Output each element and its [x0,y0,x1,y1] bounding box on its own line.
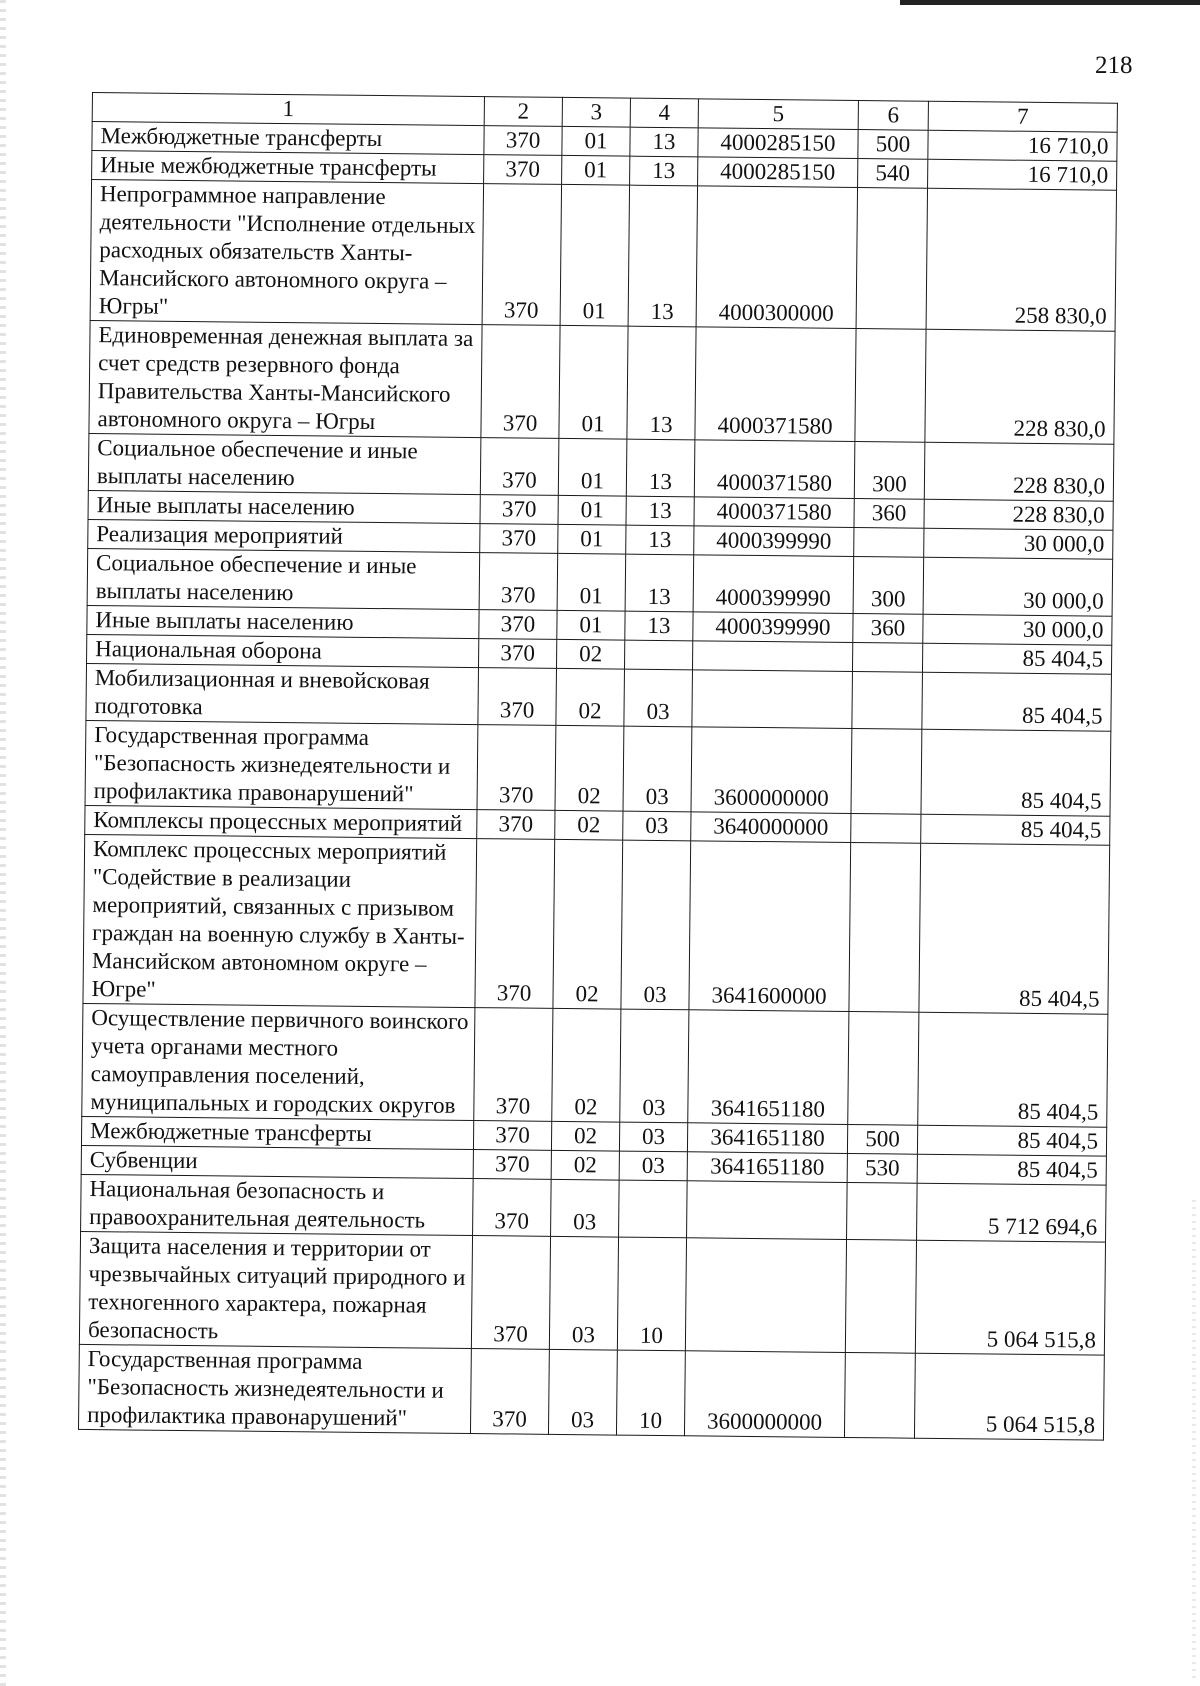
table-row [78,1344,1104,1440]
row-target-code-cell: 3641600000 [689,841,851,1012]
row-section-cell: 02 [555,810,623,840]
row-section-cell: 02 [551,1150,619,1180]
row-expense-type-cell: 360 [853,613,923,643]
scan-edge-right [1192,1200,1196,1680]
row-amount-cell: 85 404,5 [917,1154,1106,1185]
table-row [86,663,1112,731]
row-section-cell: 01 [560,184,629,326]
row-section-cell: 03 [548,1349,617,1435]
row-target-code-cell [685,1238,846,1353]
row-amount-cell: 228 830,0 [924,499,1113,530]
row-subsection-cell: 13 [630,156,698,186]
header-cell-3: 3 [562,97,630,127]
row-target-code-cell [687,1181,848,1240]
row-amount-cell: 16 710,0 [928,130,1117,161]
page-number: 218 [1095,52,1133,79]
row-subsection-cell: 13 [626,525,694,555]
row-name-cell: Социальное обеспечение и иные выплаты населению [88,433,481,494]
row-admin-code-cell: 370 [478,668,557,726]
row-name-cell: Осуществление первичного воинского учета органами местного самоуправления поселений, муниципальных и городских округов [82,1003,475,1120]
row-name-cell: Комплексы процессных мероприятий [85,805,477,838]
row-amount-cell: 85 404,5 [917,1125,1106,1156]
row-target-code-cell: 3641651180 [688,1010,849,1125]
row-subsection-cell: 03 [619,1151,687,1181]
row-target-code-cell: 4000371580 [694,440,855,499]
row-subsection-cell: 03 [624,669,693,727]
scan-edge-left [0,0,6,1686]
row-amount-cell: 258 830,0 [926,188,1116,331]
row-expense-type-cell: 500 [847,1124,917,1154]
row-name-cell: Мобилизационная и вневойсковая подготовка [86,663,479,724]
table-row [82,1003,1108,1127]
row-target-code-cell: 3600000000 [691,727,852,814]
row-admin-code-cell: 370 [482,184,561,326]
row-section-cell: 01 [558,524,626,554]
row-section-cell: 02 [555,725,624,811]
row-name-cell: Непрограммное направление деятельности "Исполнение отдельных расходных обязательств Ханты-Мансийского автономного округа – Югры" [90,180,483,325]
row-name-cell: Единовременная денежная выплата за счет средств резервного фонда Правительства Ханты-Мансийского автономного округа – Югры [89,320,482,437]
row-amount-cell: 5 064 515,8 [914,1353,1104,1440]
row-expense-type-cell [852,671,923,729]
row-expense-type-cell [854,528,924,558]
row-target-code-cell: 4000399990 [693,555,854,614]
row-expense-type-cell [851,813,921,843]
row-section-cell: 02 [556,668,625,726]
row-expense-type-cell: 300 [854,442,925,500]
row-admin-code-cell: 370 [473,1121,551,1151]
row-expense-type-cell: 300 [853,557,924,615]
row-section-cell: 01 [557,553,626,611]
row-target-code-cell: 4000285150 [698,128,858,159]
row-target-code-cell: 4000371580 [694,497,854,528]
row-admin-code-cell: 370 [480,438,559,496]
row-admin-code-cell: 370 [481,325,560,439]
row-amount-cell: 85 404,5 [921,814,1110,845]
row-admin-code-cell: 370 [477,810,555,840]
row-admin-code-cell: 370 [473,1179,552,1237]
row-name-cell: Национальная оборона [87,634,479,667]
table-row [79,1231,1105,1355]
row-admin-code-cell: 370 [473,1150,551,1180]
row-subsection-cell: 10 [616,1350,685,1436]
header-cell-4: 4 [630,98,698,128]
row-section-cell: 01 [559,325,628,439]
row-admin-code-cell: 370 [480,524,558,554]
row-amount-cell: 30 000,0 [924,528,1113,559]
row-name-cell: Субвенции [81,1145,473,1178]
row-subsection-cell [619,1180,688,1238]
row-section-cell: 02 [552,1008,621,1122]
row-subsection-cell: 03 [620,1009,689,1123]
row-expense-type-cell: 500 [858,130,928,160]
row-subsection-cell [624,640,692,670]
row-expense-type-cell [855,329,926,443]
row-subsection-cell: 13 [628,185,697,327]
table-row [87,548,1113,616]
row-amount-cell: 228 830,0 [925,329,1115,444]
header-cell-2: 2 [484,97,562,127]
row-section-cell: 02 [556,639,624,669]
row-amount-cell: 5 064 515,8 [915,1240,1105,1355]
row-amount-cell: 85 404,5 [918,1012,1108,1127]
row-admin-code-cell: 370 [474,1008,553,1122]
header-cell-7: 7 [928,101,1117,132]
row-amount-cell: 16 710,0 [928,159,1117,190]
row-section-cell: 01 [557,610,625,640]
row-name-cell: Реализация мероприятий [88,519,480,552]
row-expense-type-cell [844,1352,915,1438]
row-subsection-cell: 13 [627,326,696,440]
row-target-code-cell: 3640000000 [691,812,851,843]
row-admin-code-cell: 370 [479,553,558,611]
row-subsection-cell: 03 [621,840,691,1010]
row-expense-type-cell: 360 [854,499,924,529]
row-section-cell: 01 [558,438,627,496]
row-target-code-cell: 4000300000 [696,186,857,329]
row-name-cell: Иные выплаты населению [87,605,479,638]
row-admin-code-cell: 370 [480,495,558,525]
table-row [88,433,1114,501]
row-section-cell: 01 [558,495,626,525]
budget-table [78,92,1118,1441]
row-expense-type-cell: 530 [847,1153,917,1183]
row-amount-cell: 30 000,0 [923,557,1113,616]
row-target-code-cell [692,670,853,729]
row-subsection-cell: 03 [623,726,692,812]
row-amount-cell: 85 404,5 [922,643,1111,674]
row-admin-code-cell: 370 [471,1236,550,1350]
row-section-cell: 03 [549,1236,618,1350]
row-target-code-cell [692,641,852,672]
row-name-cell: Иные выплаты населению [88,490,480,523]
row-target-code-cell: 3600000000 [684,1351,845,1438]
row-subsection-cell: 10 [617,1237,686,1351]
row-section-cell: 01 [562,126,630,156]
row-admin-code-cell: 370 [484,155,562,185]
row-amount-cell: 85 404,5 [919,843,1110,1014]
row-expense-type-cell: 540 [858,159,928,189]
row-expense-type-cell [845,1239,916,1353]
row-name-cell: Межбюджетные трансферты [92,122,484,155]
row-name-cell: Национальная безопасность и правоохранительная деятельность [81,1174,474,1235]
row-subsection-cell: 13 [630,127,698,157]
scan-edge-top [900,0,1200,5]
row-section-cell: 01 [562,155,630,185]
row-target-code-cell: 4000399990 [694,526,854,557]
row-amount-cell: 30 000,0 [923,614,1112,645]
row-expense-type-cell [848,1011,919,1125]
row-section-cell: 03 [551,1179,620,1237]
table-row [85,720,1111,816]
row-expense-type-cell [852,642,922,672]
row-expense-type-cell [856,188,927,330]
row-amount-cell: 85 404,5 [921,729,1111,816]
budget-table-container [78,92,1117,1441]
row-section-cell: 02 [551,1121,619,1151]
row-section-cell: 02 [553,839,623,1009]
table-row [83,834,1110,1014]
row-target-code-cell: 4000285150 [698,157,858,188]
row-name-cell: Защита населения и территории от чрезвычайных ситуаций природного и техногенного характера, пожарная безопасность [79,1231,472,1348]
row-admin-code-cell: 370 [475,839,555,1009]
row-amount-cell: 85 404,5 [922,672,1112,731]
row-expense-type-cell [851,728,922,814]
row-subsection-cell: 13 [626,439,695,497]
table-body [78,93,1117,1441]
header-cell-1: 1 [92,93,484,126]
row-subsection-cell: 13 [626,496,694,526]
row-name-cell: Государственная программа "Безопасность жизнедеятельности и профилактика правонарушений" [78,1344,471,1433]
row-name-cell: Комплекс процессных мероприятий "Содействие в реализации мероприятий, связанных с призывом граждан на военную службу в Ханты-Мансийском автономном округе – Югре" [83,834,477,1007]
row-admin-code-cell: 370 [470,1349,549,1435]
row-expense-type-cell [847,1182,918,1240]
table-row [90,180,1116,332]
row-target-code-cell: 4000371580 [695,327,856,442]
row-admin-code-cell: 370 [477,725,556,811]
row-admin-code-cell: 370 [479,610,557,640]
header-cell-5: 5 [698,99,858,130]
row-name-cell: Социальное обеспечение и иные выплаты населению [87,548,480,609]
row-amount-cell: 5 712 694,6 [917,1183,1107,1242]
row-amount-cell: 228 830,0 [924,442,1114,501]
row-name-cell: Межбюджетные трансферты [81,1116,473,1149]
row-target-code-cell: 3641651180 [687,1123,847,1154]
row-expense-type-cell [849,842,921,1012]
table-row [89,320,1115,444]
header-cell-6: 6 [858,101,928,131]
row-target-code-cell: 4000399990 [693,612,853,643]
row-name-cell: Государственная программа "Безопасность жизнедеятельности и профилактика правонарушений" [85,720,478,809]
row-subsection-cell: 03 [619,1122,687,1152]
row-subsection-cell: 03 [623,811,691,841]
table-row [81,1174,1107,1242]
row-name-cell: Иные межбюджетные трансферты [92,151,484,184]
row-admin-code-cell: 370 [478,639,556,669]
row-admin-code-cell: 370 [484,126,562,156]
row-subsection-cell: 13 [625,611,693,641]
row-target-code-cell: 3641651180 [687,1152,847,1183]
row-subsection-cell: 13 [625,554,694,612]
